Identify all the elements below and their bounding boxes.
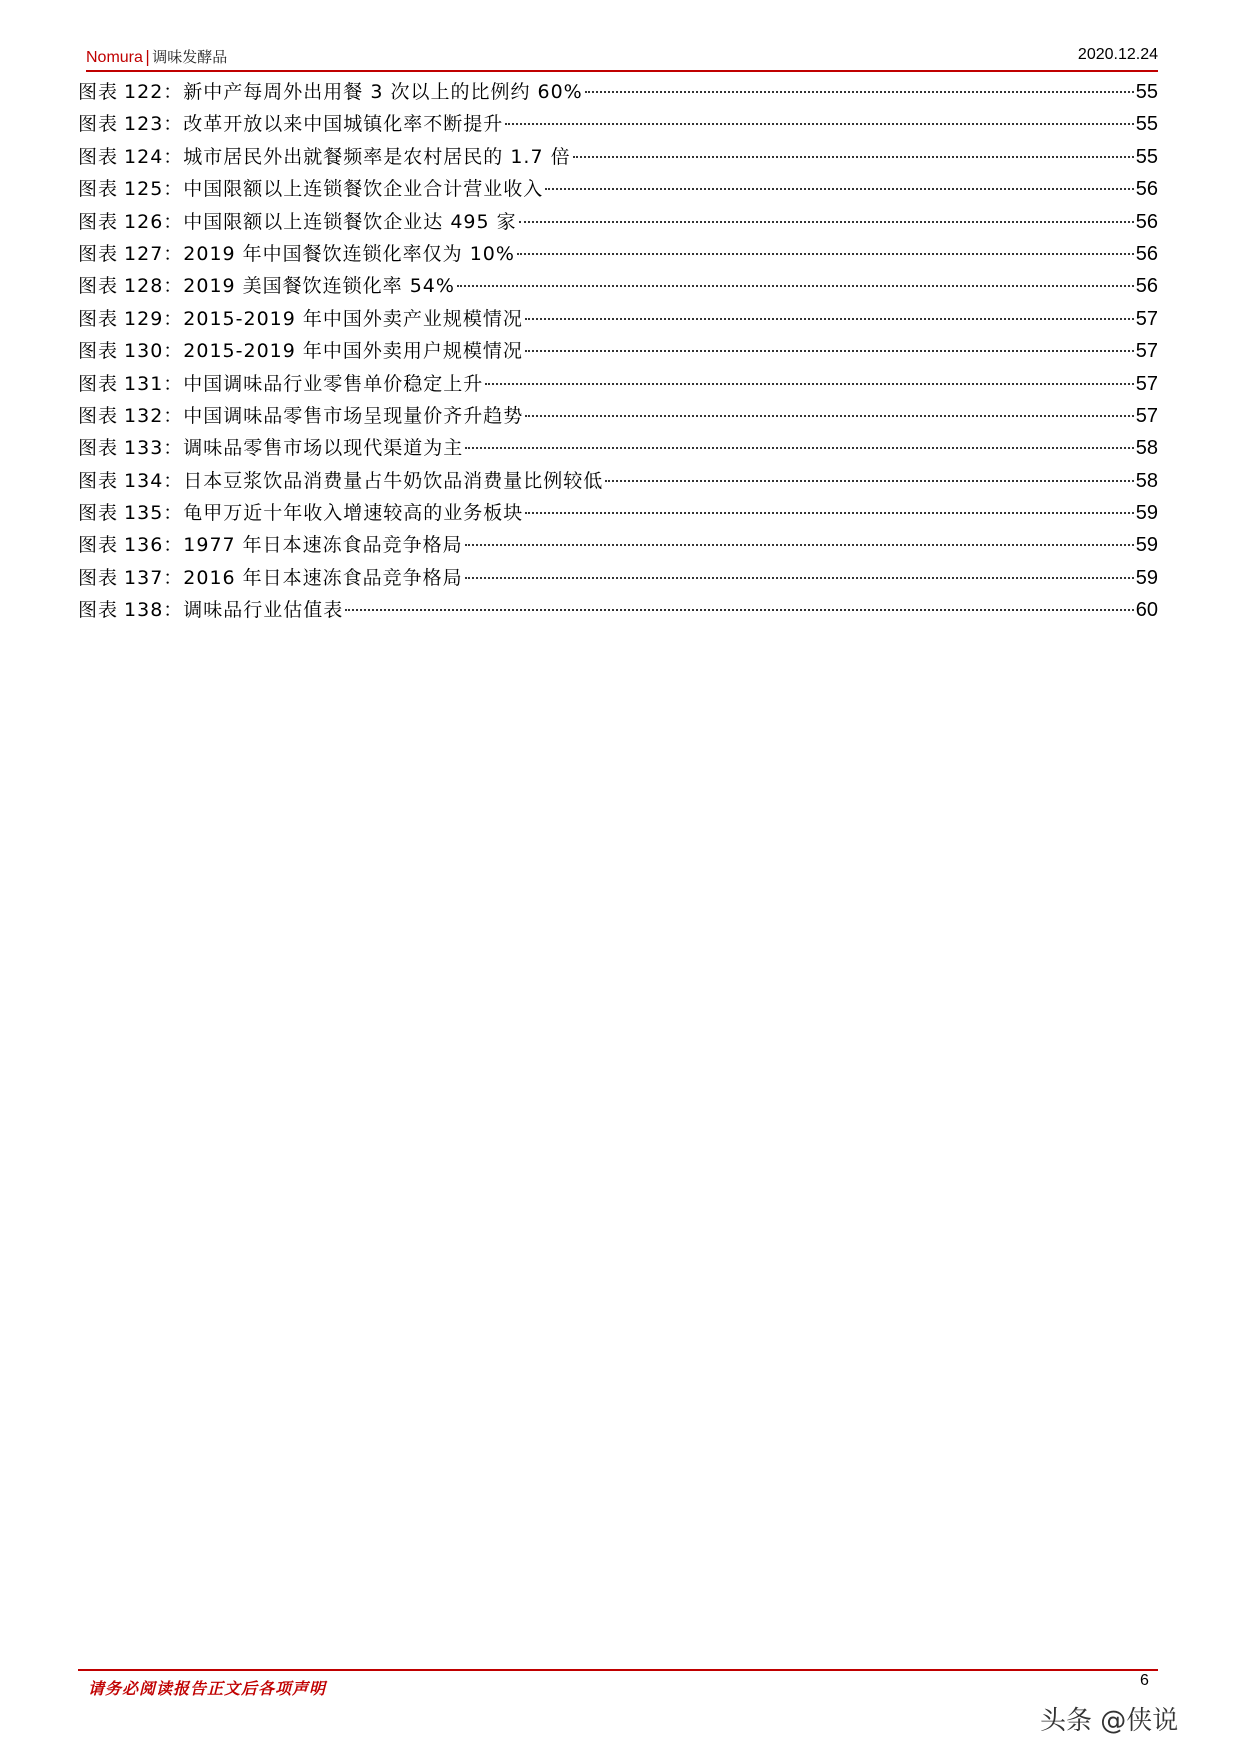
toc-entry[interactable] [78,238,1158,270]
toc-entry-label [78,206,517,238]
toc-entry-title: 126：中国限额以上连锁餐饮企业达 495 家 [124,210,517,233]
toc-entry[interactable] [78,465,1158,497]
toc-entry-title: 137：2016 年日本速冻食品竞争格局 [124,566,463,589]
toc-entry-page: 57 [1135,404,1158,427]
toc-leader-dots [525,350,1134,352]
toc-entry-prefix: 图表 [78,437,119,460]
toc-entry-page: 56 [1135,210,1158,233]
toc-entry-prefix: 图表 [78,307,119,330]
toc-leader-dots [465,447,1133,449]
toc-entry-prefix: 图表 [78,210,119,233]
toc-entry-title: 123：改革开放以来中国城镇化率不断提升 [124,113,504,136]
toc-entry[interactable] [78,173,1158,205]
toc-entry[interactable] [78,594,1158,626]
toc-entry-page: 59 [1135,534,1158,557]
toc-entry-page: 58 [1135,469,1158,492]
toc-entry-page: 56 [1135,242,1158,265]
toc-leader-dots [585,91,1134,93]
table-of-contents [78,76,1158,627]
toc-entry-prefix: 图表 [78,178,119,201]
toc-entry[interactable] [78,108,1158,140]
toc-entry-prefix: 图表 [78,275,119,298]
header-brand [86,46,227,67]
toc-entry-page: 57 [1135,372,1158,395]
toc-entry[interactable] [78,141,1158,173]
toc-leader-dots [545,188,1133,190]
disclaimer-text: 请务必阅读报告正文后各项声明 [88,1679,327,1698]
toc-entry-label [78,400,523,432]
toc-entry-title: 128：2019 美国餐饮连锁化率 54% [124,275,455,298]
toc-entry-page: 59 [1135,566,1158,589]
brand-name: Nomura [86,49,143,66]
toc-entry-label [78,594,343,626]
toc-entry[interactable] [78,303,1158,335]
toc-entry-prefix: 图表 [78,145,119,168]
toc-leader-dots [525,512,1133,514]
toc-entry-label [78,173,543,205]
toc-entry-label [78,465,603,497]
toc-entry-title: 127：2019 年中国餐饮连锁化率仅为 10% [124,242,515,265]
toc-entry-page: 55 [1135,145,1158,168]
toc-entry-label [78,562,463,594]
toc-entry-title: 132：中国调味品零售市场呈现量价齐升趋势 [124,404,524,427]
toc-leader-dots [525,318,1134,320]
toc-leader-dots [485,383,1133,385]
toc-entry[interactable] [78,432,1158,464]
footer-rule [78,1669,1158,1671]
toc-entry-title: 134：日本豆浆饮品消费量占牛奶饮品消费量比例较低 [124,469,604,492]
toc-entry-label [78,497,523,529]
toc-entry-label [78,368,483,400]
toc-entry-label [78,270,455,302]
toc-entry-label [78,432,463,464]
toc-entry-prefix: 图表 [78,469,119,492]
toc-entry-title: 135：龟甲万近十年收入增速较高的业务板块 [124,502,524,525]
toc-leader-dots [605,480,1133,482]
page-header [86,44,1158,72]
toc-entry-label [78,108,503,140]
toc-entry-prefix: 图表 [78,599,119,622]
toc-entry-label [78,529,463,561]
toc-leader-dots [519,221,1134,223]
toc-entry-title: 130：2015-2019 年中国外卖用户规模情况 [124,340,523,363]
toc-entry-page: 60 [1135,599,1158,622]
toc-entry-title: 136：1977 年日本速冻食品竞争格局 [124,534,463,557]
toc-entry-page: 57 [1135,340,1158,363]
toc-leader-dots [525,415,1133,417]
toc-leader-dots [457,285,1134,287]
report-sector: 调味发酵品 [152,48,228,66]
toc-entry-page: 56 [1135,178,1158,201]
toc-entry-prefix: 图表 [78,372,119,395]
toc-entry[interactable] [78,529,1158,561]
toc-entry[interactable] [78,270,1158,302]
toc-entry-title: 124：城市居民外出就餐频率是农村居民的 1.7 倍 [124,145,571,168]
report-date: 2020.12.24 [1077,46,1158,63]
toc-entry[interactable] [78,562,1158,594]
toc-entry-prefix: 图表 [78,404,119,427]
toc-entry-title: 138：调味品行业估值表 [124,599,344,622]
page-number: 6 [1140,1672,1149,1689]
toc-entry-page: 57 [1135,307,1158,330]
toc-leader-dots [345,609,1133,611]
toc-entry-prefix: 图表 [78,566,119,589]
toc-entry-title: 133：调味品零售市场以现代渠道为主 [124,437,464,460]
toc-entry[interactable] [78,400,1158,432]
watermark-text: 头条 @侠说 [1040,1706,1179,1736]
toc-entry-page: 55 [1135,113,1158,136]
toc-entry-label [78,76,583,108]
toc-entry-title: 131：中国调味品行业零售单价稳定上升 [124,372,484,395]
toc-entry-page: 56 [1135,275,1158,298]
toc-entry[interactable] [78,368,1158,400]
toc-leader-dots [465,544,1134,546]
toc-leader-dots [505,123,1133,125]
toc-entry-prefix: 图表 [78,113,119,136]
toc-entry-label [78,238,515,270]
toc-entry-label [78,303,523,335]
toc-entry-label [78,141,571,173]
toc-entry-prefix: 图表 [78,534,119,557]
toc-leader-dots [465,577,1134,579]
toc-entry-title: 125：中国限额以上连锁餐饮企业合计营业收入 [124,178,544,201]
toc-entry-page: 58 [1135,437,1158,460]
toc-entry[interactable] [78,497,1158,529]
toc-entry-prefix: 图表 [78,81,119,103]
toc-entry-prefix: 图表 [78,340,119,363]
toc-leader-dots [573,156,1134,158]
toc-entry-page: 55 [1135,81,1158,103]
toc-entry[interactable] [78,76,1158,108]
toc-entry-title: 122：新中产每周外出用餐 3 次以上的比例约 60% [124,81,583,103]
toc-entry[interactable] [78,335,1158,367]
brand-separator: | [144,47,151,66]
toc-entry[interactable] [78,206,1158,238]
toc-entry-page: 59 [1135,502,1158,525]
toc-entry-prefix: 图表 [78,242,119,265]
toc-entry-title: 129：2015-2019 年中国外卖产业规模情况 [124,307,523,330]
toc-entry-label [78,335,523,367]
toc-entry-prefix: 图表 [78,502,119,525]
toc-leader-dots [517,253,1134,255]
